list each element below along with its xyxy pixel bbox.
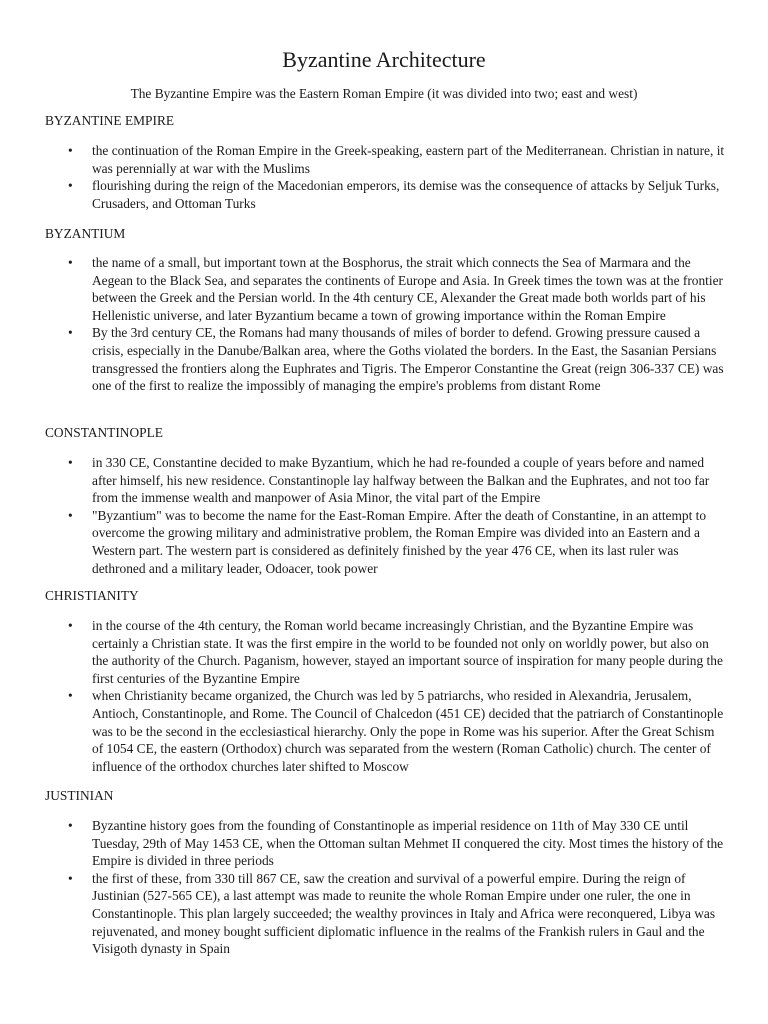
- list-item: [62, 687, 727, 775]
- list-item: [62, 142, 727, 177]
- section-heading-byzantium: BYZANTIUM: [45, 226, 126, 241]
- list-item-text: in the course of the 4th century, the Roman world became increasingly Christian, and the Byzantine Empire was certainly a Christian state. It was the first empire in the world to be founded not only on worldly power, but also on the authority of the Church. Paganism, however, stayed an important source of inspiration for many people during the first centuries of the Byzantine Empire: [92, 618, 723, 686]
- section-heading-constantinople: CONSTANTINOPLE: [45, 425, 163, 440]
- list-item-text: when Christianity became organized, the Church was led by 5 patriarchs, who resided in Alexandria, Jerusalem, Antioch, Constantinople, and Rome. The Council of Chalcedon (451 CE) decided that the patriarch of Constantinople was to be the second in the ecclesiastical hierarchy. Only the pope in Rome was his superior. After the Great Schism of 1054 CE, the eastern (Orthodox) church was separated from the western (Roman Catholic) church. The center of influence of the orthodox churches later shifted to Moscow: [92, 688, 724, 774]
- list-item-text: By the 3rd century CE, the Romans had many thousands of miles of border to defend. Growing pressure caused a crisis, especially in the Danube/Balkan area, where the Goths violated the borders. In the East, the Sasanian Persians transgressed the frontiers along the Euphrates and Tigris. The Emperor Constantine the Great (reign 306-337 CE) was one of the first to realize the impossibly of managing the empire's problems from distant Rome: [92, 325, 724, 394]
- bullet-icon: •: [68, 688, 73, 704]
- bullet-list-justinian: [62, 817, 727, 958]
- section-heading-byzantine-empire: BYZANTINE EMPIRE: [45, 113, 175, 128]
- list-item: [62, 507, 727, 577]
- list-item-text: Byzantine history goes from the founding of Constantinople as imperial residence on 11th of May 330 CE until Tuesday, 29th of May 1453 CE, when the Ottoman sultan Mehmet II conquered the city. Most times the history of the Empire is divided in three periods: [92, 818, 724, 869]
- bullet-icon: •: [68, 325, 73, 341]
- bullet-list-constantinople: [62, 454, 727, 577]
- document-title: Byzantine Architecture: [282, 47, 486, 72]
- bullet-icon: •: [68, 818, 73, 833]
- bullet-list-christianity: [62, 617, 727, 775]
- bullet-icon: •: [68, 143, 73, 158]
- bullet-icon: •: [68, 870, 73, 886]
- list-item: [62, 617, 727, 687]
- list-item: [62, 177, 727, 212]
- list-item: [62, 870, 727, 958]
- bullet-icon: •: [68, 455, 73, 470]
- section-heading-justinian: JUSTINIAN: [45, 788, 114, 803]
- list-item-text: the continuation of the Roman Empire in the Greek-speaking, eastern part of the Mediterranean. Christian in nature, it was perennially at war with the Muslims: [92, 143, 725, 176]
- list-item-text: in 330 CE, Constantine decided to make Byzantium, which he had re-founded a couple of years before and named after himself, his new residence. Constantinople lay halfway between the Balkan and the Euphrates, and not too far from the immense wealth and manpower of Asia Minor, the vital part of the Empire: [92, 455, 710, 506]
- bullet-list-byzantium: [62, 254, 727, 395]
- list-item: [62, 324, 727, 394]
- bullet-icon: •: [68, 507, 73, 523]
- list-item-text: "Byzantium" was to become the name for the East-Roman Empire. After the death of Constantine, in an attempt to overcome the growing military and administrative problem, the Roman Empire was divided into an Eastern and a Western part. The western part is considered as definitely finished by the year 476 CE, when its last ruler was dethroned and a military leader, Odoacer, took power: [92, 507, 707, 576]
- list-item-text: flourishing during the reign of the Macedonian emperors, its demise was the consequence of attacks by Seljuk Turks, Crusaders, and Ottoman Turks: [92, 178, 720, 211]
- list-item-text: the first of these, from 330 till 867 CE, saw the creation and survival of a powerful empire. During the reign of Justinian (527-565 CE), a last attempt was made to reunite the whole Roman Empire under one ruler, the one in Constantinople. This plan largely succeeded; the wealthy provinces in Italy and Africa were reconquered, Libya was rejuvenated, and money bought sufficient diplomatic influence in the realms of the Frankish rulers in Gaul and the Visigoth dynasty in Spain: [92, 870, 716, 957]
- section-heading-christianity: CHRISTIANITY: [45, 588, 139, 603]
- list-item: [62, 254, 727, 324]
- bullet-icon: •: [68, 618, 73, 633]
- list-item: [62, 817, 727, 870]
- bullet-icon: •: [68, 178, 73, 194]
- bullet-list-byzantine-empire: [62, 142, 727, 212]
- list-item: [62, 454, 727, 507]
- list-item-text: the name of a small, but important town at the Bosphorus, the strait which connects the Sea of Marmara and the Aegean to the Black Sea, and separates the continents of Europe and Asia. In Greek times the town was at the frontier between the Greek and the Persian world. In the 4th century CE, Alexander the Great made both worlds part of his Hellenistic universe, and later Byzantium became a town of growing importance within the Roman Empire: [92, 255, 724, 323]
- bullet-icon: •: [68, 255, 73, 270]
- document-intro: The Byzantine Empire was the Eastern Roman Empire (it was divided into two; east and west): [130, 86, 638, 101]
